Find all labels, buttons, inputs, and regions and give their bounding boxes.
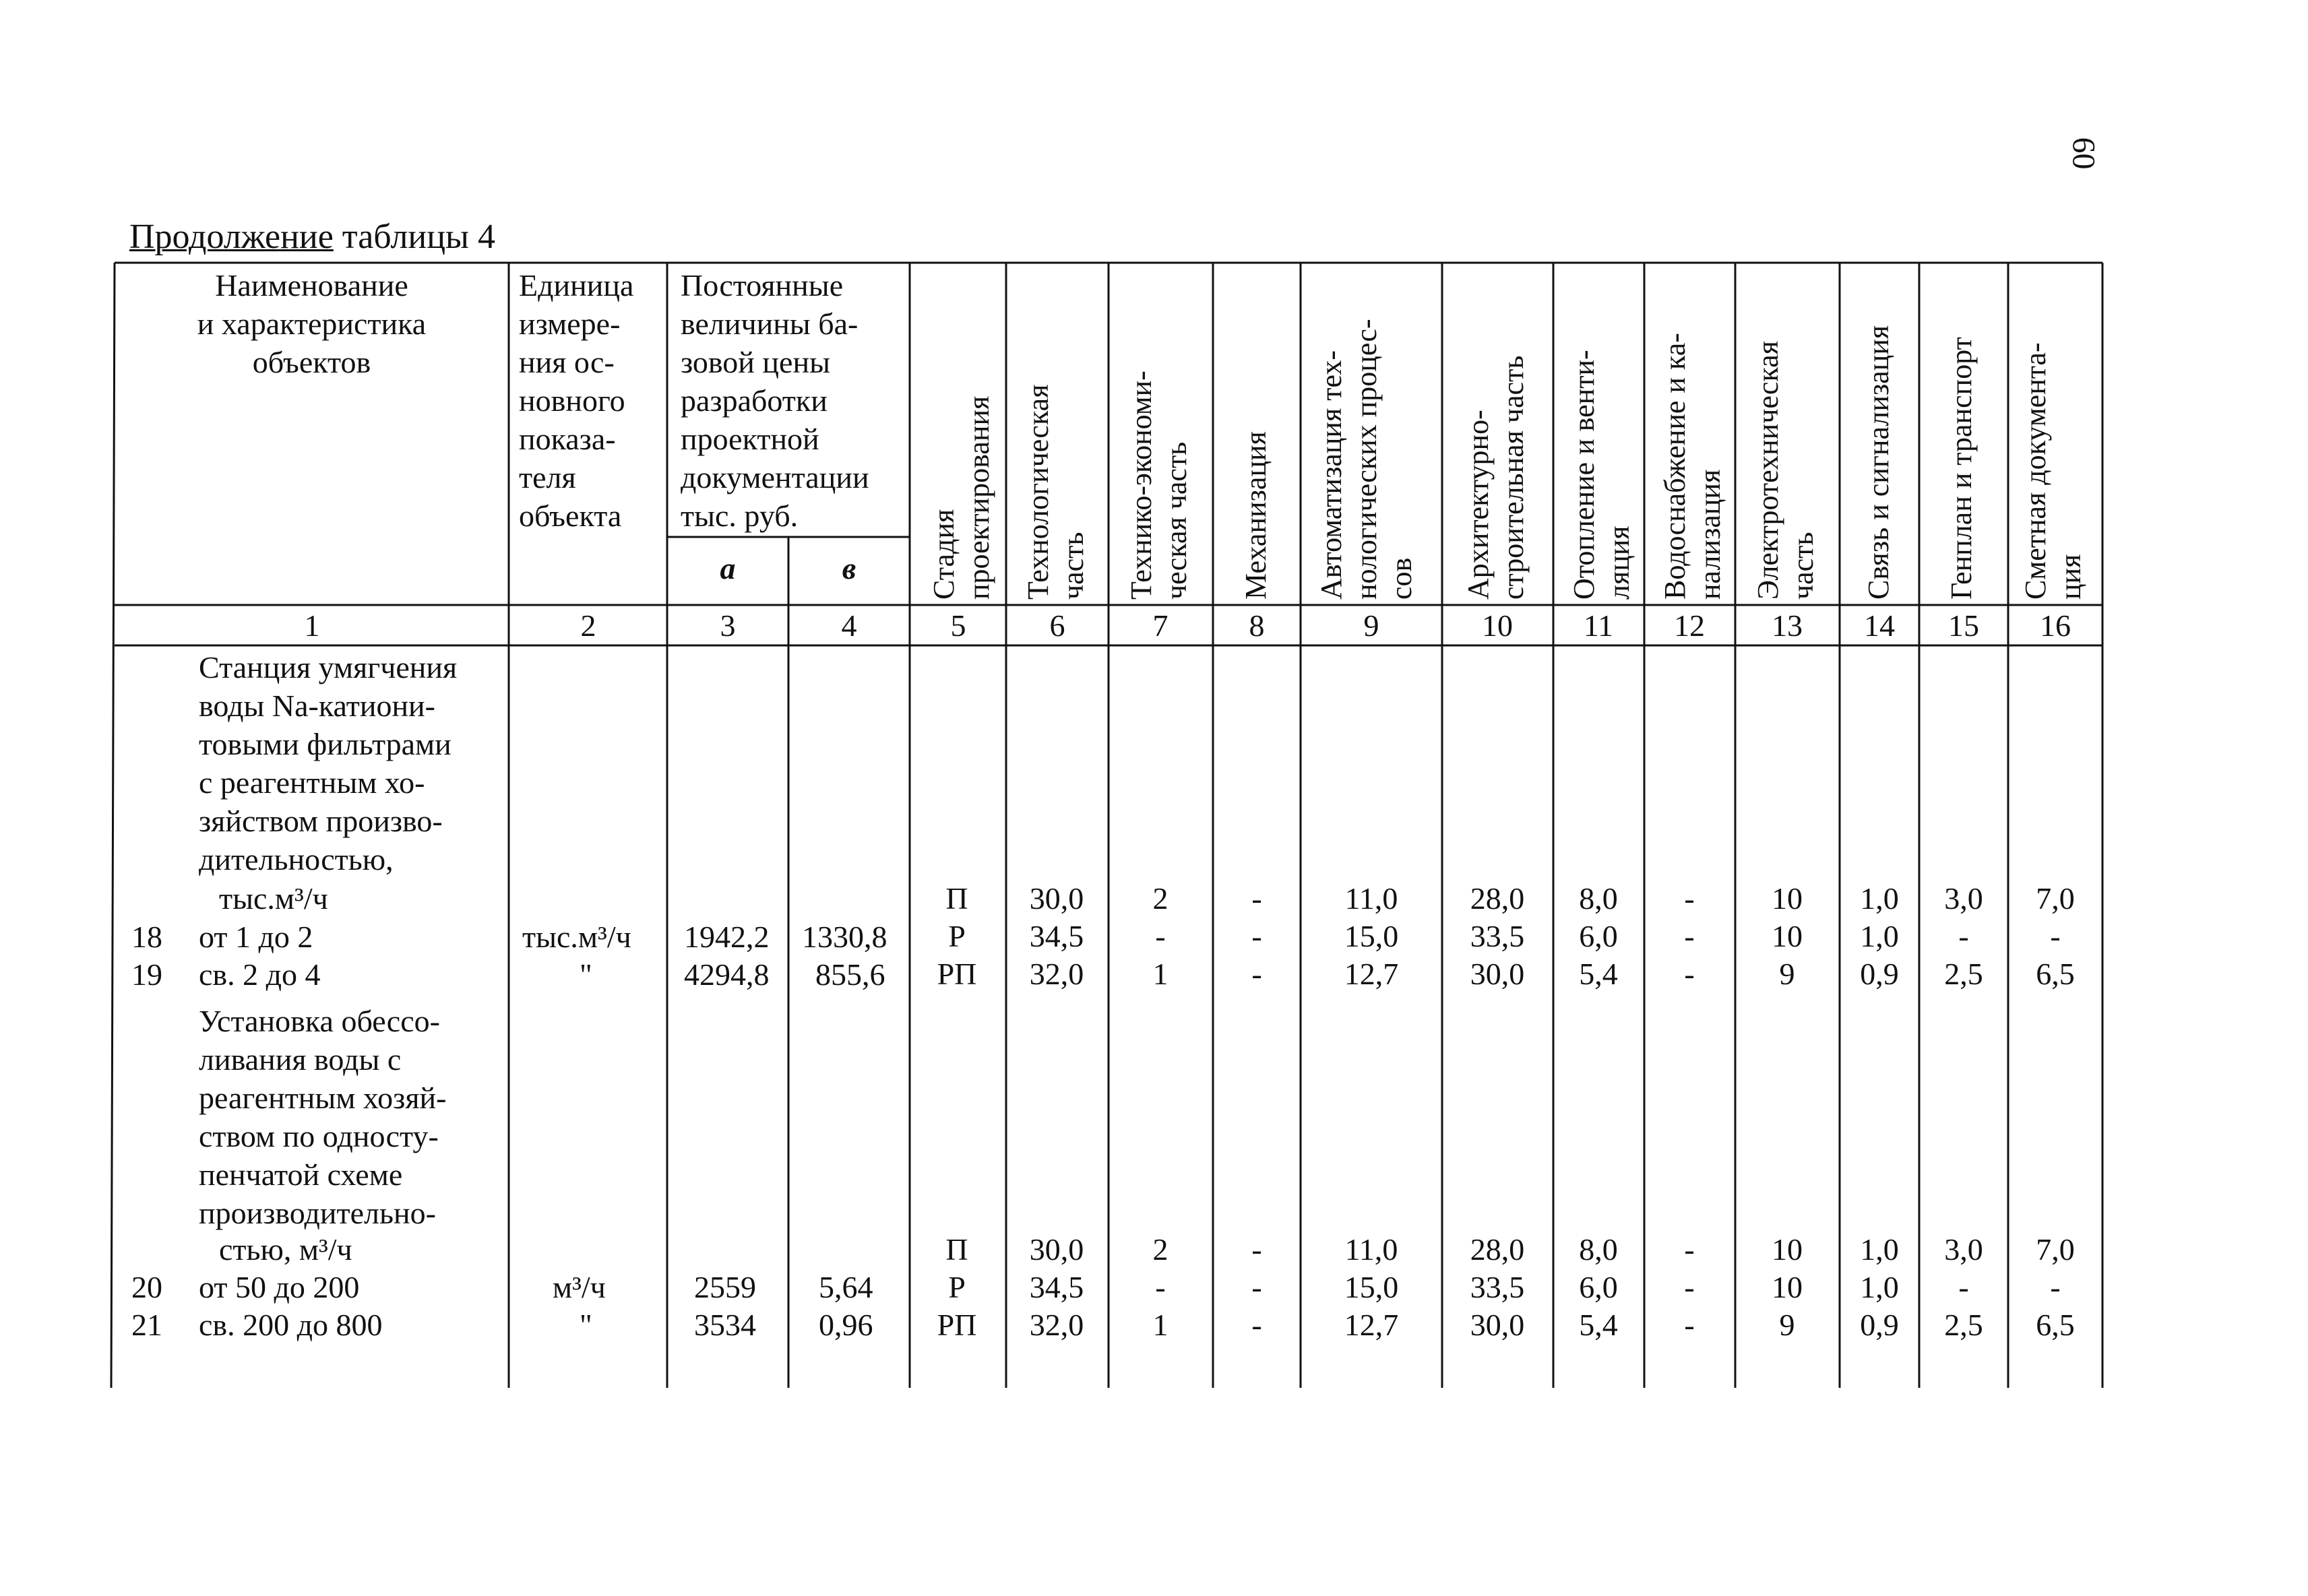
row-unit: м³/ч (553, 1270, 606, 1304)
value-cell: - (1155, 1270, 1166, 1304)
value-cell: 11,0 (1344, 881, 1398, 916)
value-cell: 1,0 (1860, 1270, 1899, 1304)
value-cell: 32,0 (1029, 957, 1084, 991)
value-cell: 10 (1772, 1232, 1803, 1267)
column-number: 16 (2040, 608, 2071, 643)
row-value-a: 3534 (694, 1308, 756, 1342)
caption-rest: таблицы 4 (342, 218, 495, 256)
column-number: 4 (841, 608, 857, 643)
value-cell: 1,0 (1860, 881, 1899, 916)
value-cell: - (1251, 1270, 1262, 1304)
column-number: 12 (1674, 608, 1705, 643)
stage-cell: П (945, 881, 968, 916)
caption-prefix: Продолжение (129, 218, 334, 256)
value-cell: - (1684, 957, 1695, 991)
row-name: св. 2 до 4 (199, 957, 321, 992)
column-number: 9 (1363, 608, 1379, 643)
value-cell: 6,5 (2036, 957, 2075, 991)
value-cell: 2 (1152, 881, 1168, 916)
value-cell: 15,0 (1344, 919, 1399, 953)
value-cell: - (1684, 1308, 1695, 1342)
value-cell: 5,4 (1579, 1308, 1618, 1342)
value-cell: 8,0 (1579, 1232, 1618, 1267)
row-value-a: 2559 (694, 1270, 756, 1304)
row-value-b: 855,6 (815, 957, 885, 992)
value-cell: - (1958, 1270, 1969, 1304)
column-number: 2 (580, 608, 596, 643)
column-number: 10 (1482, 608, 1513, 643)
row-unit: " (580, 957, 592, 992)
value-cell: - (1251, 881, 1262, 916)
value-cell: 1,0 (1860, 1232, 1899, 1267)
group2-title: Установка обессо- ливания воды с реагентным хозяй- ством по односту- пенчатой схеме производительно- (199, 1004, 447, 1230)
header-col15: Генплан и транспорт (1945, 337, 1978, 600)
value-cell: - (1958, 919, 1969, 953)
value-cell: 30,0 (1470, 957, 1525, 991)
value-cell: 7,0 (2036, 881, 2075, 916)
value-cell: 1 (1152, 957, 1168, 991)
value-cell: - (1251, 1308, 1262, 1342)
value-cell: 30,0 (1470, 1308, 1525, 1342)
stage-cell: РП (937, 1308, 977, 1342)
header-col9: Автоматизация тех- нологических процес- сов (1315, 319, 1418, 600)
value-cell: 15,0 (1344, 1270, 1399, 1304)
value-cell: 10 (1772, 1270, 1803, 1304)
header-col16: Сметная документа- ция (2019, 342, 2087, 600)
value-cell: - (2050, 1270, 2061, 1304)
value-cell: 1 (1152, 1308, 1168, 1342)
row-number: 19 (131, 957, 162, 992)
group1-unit-line: тыс.м³/ч (219, 881, 328, 916)
column-number: 6 (1049, 608, 1065, 643)
value-cell: 9 (1779, 1308, 1795, 1342)
header-col14: Связь и сигнализация (1862, 325, 1895, 600)
row-value-a: 1942,2 (684, 920, 770, 954)
header-col12: Водоснабжение и ка- нализация (1658, 333, 1726, 600)
row-name: от 50 до 200 (199, 1270, 360, 1304)
value-cell: - (1251, 1232, 1262, 1267)
column-number: 7 (1152, 608, 1168, 643)
header-col13: Электротехническая часть (1751, 341, 1819, 600)
value-cell: 28,0 (1470, 1232, 1525, 1267)
header-sub-a: а (720, 551, 736, 585)
row-value-b: 1330,8 (802, 920, 887, 954)
value-cell: 3,0 (1944, 1232, 1983, 1267)
table-caption (129, 217, 495, 257)
value-cell: - (1684, 919, 1695, 953)
column-number: 14 (1864, 608, 1895, 643)
value-cell: 2,5 (1944, 1308, 1983, 1342)
value-cell: - (1155, 919, 1166, 953)
value-cell: - (1684, 881, 1695, 916)
row-unit: тыс.м³/ч (522, 920, 631, 954)
value-cell: - (1251, 957, 1262, 991)
value-cell: 33,5 (1470, 1270, 1525, 1304)
value-cell: 30,0 (1029, 881, 1084, 916)
group1-title: Станция умягчения воды Na-катиони- товыми фильтрами с реагентным хо- зяйством произво- дительностью, (199, 650, 458, 876)
value-cell: 0,9 (1860, 957, 1899, 991)
header-col6: Технологическая часть (1022, 384, 1090, 600)
header-col1: Наименование и характеристика объектов (197, 268, 427, 379)
column-number: 1 (304, 608, 320, 643)
row-number: 18 (131, 920, 162, 954)
value-cell: 11,0 (1344, 1232, 1398, 1267)
column-number: 15 (1948, 608, 1979, 643)
column-number: 5 (950, 608, 966, 643)
header-col5: Стадия проектирования (927, 395, 995, 600)
column-number: 8 (1249, 608, 1265, 643)
header-col7: Технико-экономи- ческая часть (1125, 371, 1193, 600)
stage-cell: Р (948, 1270, 966, 1304)
header-col34: Постоянные величины ба- зовой цены разработки проектной документации тыс. руб. (681, 268, 869, 533)
value-cell: 10 (1772, 919, 1803, 953)
value-cell: - (1684, 1270, 1695, 1304)
value-cell: 0,9 (1860, 1308, 1899, 1342)
header-col10: Архитектурно- строительная часть (1462, 355, 1530, 600)
column-number: 13 (1772, 608, 1803, 643)
stage-cell: Р (948, 919, 966, 953)
value-cell: 28,0 (1470, 881, 1525, 916)
value-cell: 33,5 (1470, 919, 1525, 953)
header-col11: Отопление и венти- ляция (1567, 350, 1635, 600)
row-number: 21 (131, 1308, 162, 1342)
value-cell: - (1251, 919, 1262, 953)
value-cell: 30,0 (1029, 1232, 1084, 1267)
value-cell: 3,0 (1944, 881, 1983, 916)
value-cell: 10 (1772, 881, 1803, 916)
value-cell: - (1684, 1232, 1695, 1267)
value-cell: 6,0 (1579, 1270, 1618, 1304)
row-value-a: 4294,8 (684, 957, 770, 992)
column-number: 11 (1583, 608, 1614, 643)
row-value-b: 5,64 (819, 1270, 873, 1304)
row-number: 20 (131, 1270, 162, 1304)
header-sub-b: в (842, 551, 856, 585)
value-cell: 1,0 (1860, 919, 1899, 953)
page-number: 60 (2065, 137, 2102, 170)
column-number: 3 (720, 608, 736, 643)
value-cell: 34,5 (1029, 1270, 1084, 1304)
value-cell: 2 (1152, 1232, 1168, 1267)
header-col2: Единица измере- ния ос- новного показа- теля объекта (519, 268, 634, 533)
value-cell: 12,7 (1344, 1308, 1399, 1342)
row-name: от 1 до 2 (199, 920, 313, 954)
stage-cell: П (945, 1232, 968, 1267)
value-cell: 2,5 (1944, 957, 1983, 991)
stage-cell: РП (937, 957, 977, 991)
value-cell: - (2050, 919, 2061, 953)
row-value-b: 0,96 (819, 1308, 873, 1342)
header-col8: Механизация (1239, 431, 1272, 600)
value-cell: 5,4 (1579, 957, 1618, 991)
group2-unit-line: стью, м³/ч (219, 1232, 352, 1267)
value-cell: 6,0 (1579, 919, 1618, 953)
row-name: св. 200 до 800 (199, 1308, 383, 1342)
value-cell: 9 (1779, 957, 1795, 991)
row-unit: " (580, 1308, 592, 1342)
value-cell: 7,0 (2036, 1232, 2075, 1267)
value-cell: 6,5 (2036, 1308, 2075, 1342)
value-cell: 32,0 (1029, 1308, 1084, 1342)
value-cell: 12,7 (1344, 957, 1399, 991)
value-cell: 8,0 (1579, 881, 1618, 916)
value-cell: 34,5 (1029, 919, 1084, 953)
